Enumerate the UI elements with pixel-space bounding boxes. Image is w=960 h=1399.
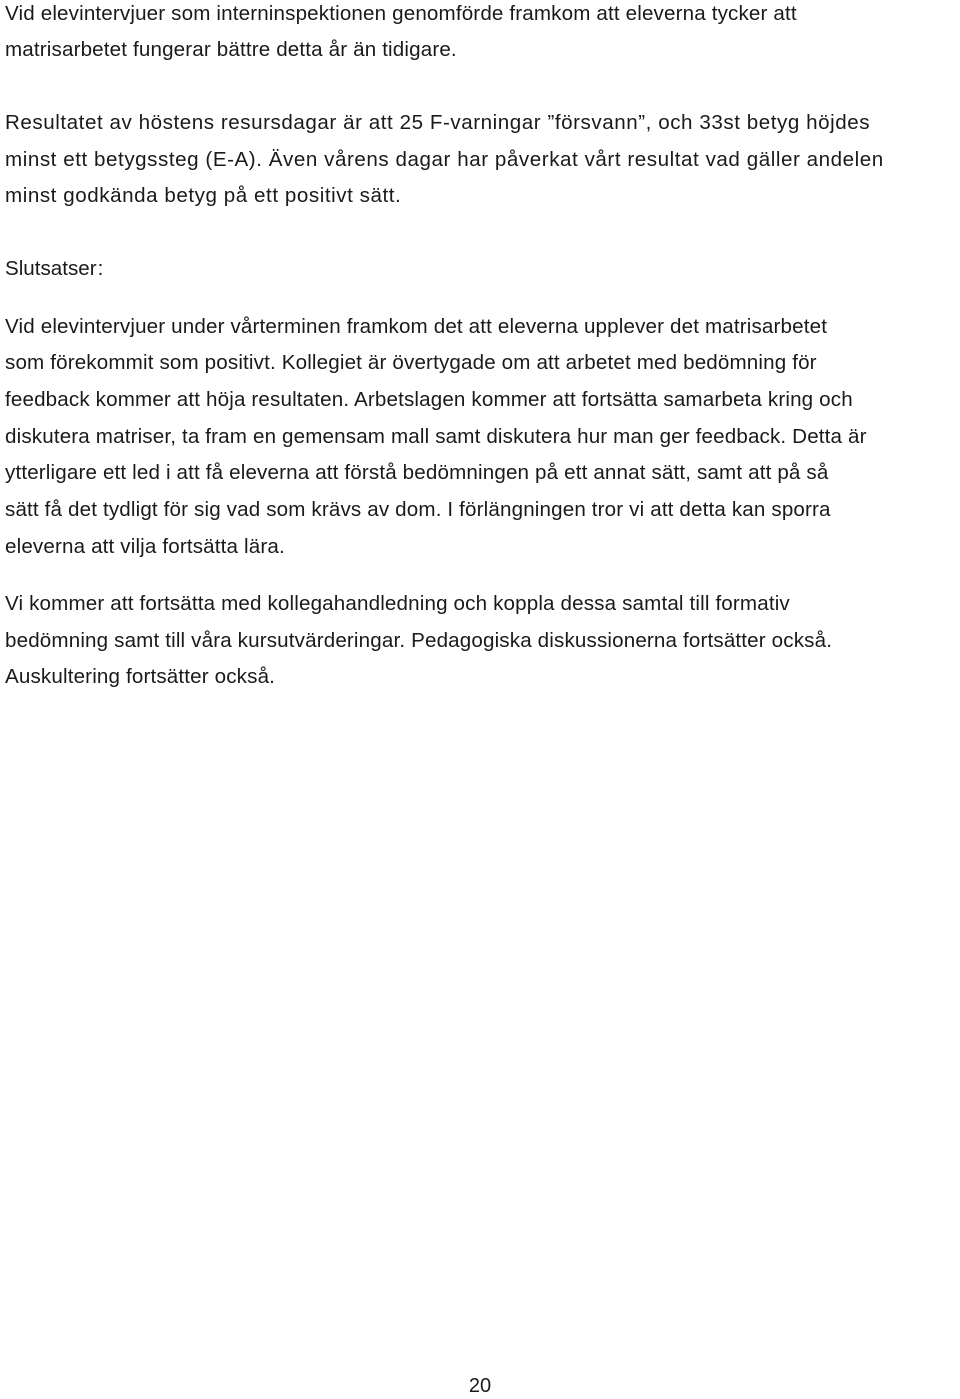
text-line: minst godkända betyg på ett positivt sätt. <box>5 184 402 207</box>
text-line: eleverna att vilja fortsätta lära. <box>5 535 285 558</box>
text-line: diskutera matriser, ta fram en gemensam mall samt diskutera hur man ger feedback. Detta är <box>5 425 867 448</box>
text-line: som förekommit som positivt. Kollegiet är övertygade om att arbetet med bedömning för <box>5 351 817 374</box>
text-line: matrisarbetet fungerar bättre detta år än tidigare. <box>5 38 457 61</box>
text-line: Resultatet av höstens resursdagar är att 25 F-varningar ”försvann”, och 33st betyg höjdes <box>5 111 871 134</box>
text-line: Vi kommer att fortsätta med kollegahandledning och koppla dessa samtal till formativ <box>5 592 790 615</box>
text-line: sätt få det tydligt för sig vad som krävs av dom. I förlängningen tror vi att detta kan sporra <box>5 498 831 521</box>
text-line: ytterligare ett led i att få eleverna att förstå bedömningen på ett annat sätt, samt att på så <box>5 461 829 484</box>
text-line: minst ett betygssteg (E-A). Även vårens dagar har påverkat vårt resultat vad gäller andelen <box>5 148 884 171</box>
text-line: Vid elevintervjuer som interninspektionen genomförde framkom att eleverna tycker att <box>5 2 797 25</box>
text-line: bedömning samt till våra kursutvärderingar. Pedagogiska diskussionerna fortsätter också. <box>5 629 833 652</box>
section-heading <box>5 256 103 282</box>
text-line: Auskultering fortsätter också. <box>5 665 276 688</box>
page-number: 20 <box>468 1375 492 1397</box>
heading-text: Slutsatser <box>5 257 97 280</box>
heading-colon: : <box>97 257 104 280</box>
text-line: Vid elevintervjuer under vårterminen framkom det att eleverna upplever det matrisarbetet <box>5 315 828 338</box>
text-line: feedback kommer att höja resultaten. Arbetslagen kommer att fortsätta samarbeta kring och <box>5 388 853 411</box>
